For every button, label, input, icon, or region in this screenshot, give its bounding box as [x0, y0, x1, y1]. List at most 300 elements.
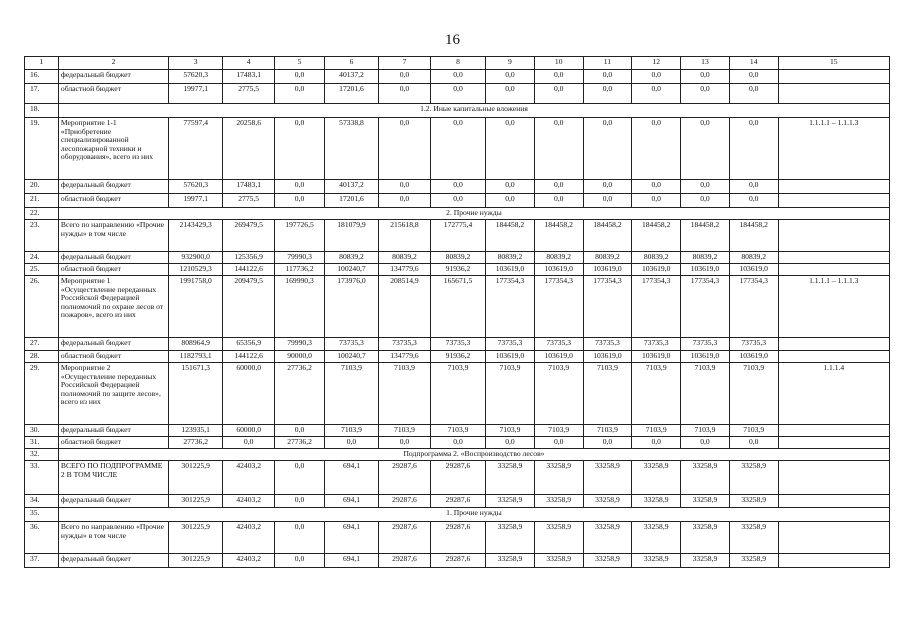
value-cell: 29287,6	[430, 554, 485, 568]
value-cell: 134779,6	[379, 264, 431, 276]
value-cell: 80839,2	[430, 252, 485, 264]
value-cell: 0,0	[632, 70, 681, 84]
value-cell: 177354,3	[632, 276, 681, 338]
value-cell: 27736,2	[275, 363, 325, 425]
value-cell: 29287,6	[430, 461, 485, 495]
value-cell: 7103,9	[430, 425, 485, 437]
value-cell: 0,0	[275, 118, 325, 180]
table-row	[25, 351, 890, 363]
value-cell: 40137,2	[324, 180, 378, 194]
value-cell: 0,0	[632, 84, 681, 104]
value-cell: 29287,6	[379, 522, 431, 554]
value-cell: 301225,9	[169, 495, 223, 508]
value-cell: 0,0	[275, 84, 325, 104]
table-row	[25, 554, 890, 568]
value-cell: 33258,9	[632, 495, 681, 508]
value-cell: 33258,9	[729, 522, 778, 554]
row-name: областной бюджет	[58, 194, 168, 208]
row-number: 18.	[25, 104, 59, 118]
value-cell: 2143429,3	[169, 220, 223, 252]
value-cell: 60000,0	[223, 363, 275, 425]
value-cell: 0,0	[729, 180, 778, 194]
value-cell: 103619,0	[583, 264, 632, 276]
value-cell: 301225,9	[169, 522, 223, 554]
value-cell: 33258,9	[632, 554, 681, 568]
value-cell: 33258,9	[681, 554, 730, 568]
indicator-ref	[778, 351, 889, 363]
value-cell: 173976,0	[324, 276, 378, 338]
value-cell: 73735,3	[632, 338, 681, 351]
value-cell: 0,0	[583, 180, 632, 194]
value-cell: 100240,7	[324, 264, 378, 276]
value-cell: 0,0	[534, 180, 583, 194]
column-header: 8	[430, 57, 485, 70]
value-cell: 209479,5	[223, 276, 275, 338]
value-cell: 184458,2	[632, 220, 681, 252]
value-cell: 177354,3	[486, 276, 535, 338]
table-row	[25, 338, 890, 351]
budget-table	[24, 56, 890, 568]
value-cell: 184458,2	[583, 220, 632, 252]
row-name: Мероприятие 2 «Осуществление переданных Российской Федерацией полномочий по защите лесов», всего из них	[58, 363, 168, 425]
indicator-ref	[778, 194, 889, 208]
value-cell: 73735,3	[681, 338, 730, 351]
row-number: 29.	[25, 363, 59, 425]
value-cell: 33258,9	[681, 522, 730, 554]
indicator-ref	[778, 220, 889, 252]
value-cell: 0,0	[729, 118, 778, 180]
value-cell: 7103,9	[583, 363, 632, 425]
indicator-ref	[778, 437, 889, 449]
value-cell: 7103,9	[379, 363, 431, 425]
indicator-ref	[778, 338, 889, 351]
table-row	[25, 84, 890, 104]
value-cell: 0,0	[275, 70, 325, 84]
value-cell: 73735,3	[729, 338, 778, 351]
value-cell: 0,0	[632, 437, 681, 449]
value-cell: 33258,9	[729, 461, 778, 495]
indicator-ref: 1.1.1.4	[778, 363, 889, 425]
column-header: 2	[58, 57, 168, 70]
indicator-ref	[778, 461, 889, 495]
value-cell: 7103,9	[324, 363, 378, 425]
value-cell: 694,1	[324, 461, 378, 495]
value-cell: 301225,9	[169, 554, 223, 568]
value-cell: 7103,9	[534, 363, 583, 425]
value-cell: 27736,2	[275, 437, 325, 449]
row-name: областной бюджет	[58, 437, 168, 449]
indicator-ref	[778, 180, 889, 194]
value-cell: 0,0	[486, 180, 535, 194]
value-cell: 0,0	[583, 84, 632, 104]
value-cell: 144122,6	[223, 264, 275, 276]
value-cell: 90000,0	[275, 351, 325, 363]
value-cell: 17201,6	[324, 194, 378, 208]
value-cell: 181079,9	[324, 220, 378, 252]
value-cell: 91936,2	[430, 264, 485, 276]
value-cell: 29287,6	[430, 495, 485, 508]
column-header: 5	[275, 57, 325, 70]
value-cell: 80839,2	[486, 252, 535, 264]
value-cell: 79990,3	[275, 338, 325, 351]
value-cell: 0,0	[430, 70, 485, 84]
value-cell: 33258,9	[729, 495, 778, 508]
value-cell: 808964,9	[169, 338, 223, 351]
section-title: 1.2. Иные капитальные вложения	[58, 104, 889, 118]
value-cell: 7103,9	[681, 363, 730, 425]
column-header: 4	[223, 57, 275, 70]
value-cell: 0,0	[324, 437, 378, 449]
value-cell: 0,0	[379, 70, 431, 84]
value-cell: 29287,6	[379, 495, 431, 508]
section-title: Подпрограмма 2. «Воспроизводство лесов»	[58, 449, 889, 461]
table-row	[25, 461, 890, 495]
table-row	[25, 194, 890, 208]
value-cell: 0,0	[534, 437, 583, 449]
value-cell: 0,0	[729, 437, 778, 449]
value-cell: 80839,2	[534, 252, 583, 264]
value-cell: 0,0	[379, 84, 431, 104]
value-cell: 0,0	[275, 461, 325, 495]
value-cell: 42403,2	[223, 522, 275, 554]
value-cell: 0,0	[681, 437, 730, 449]
value-cell: 65356,9	[223, 338, 275, 351]
value-cell: 7103,9	[324, 425, 378, 437]
value-cell: 33258,9	[729, 554, 778, 568]
value-cell: 7103,9	[430, 363, 485, 425]
value-cell: 0,0	[486, 84, 535, 104]
value-cell: 33258,9	[583, 461, 632, 495]
value-cell: 33258,9	[583, 554, 632, 568]
value-cell: 33258,9	[534, 522, 583, 554]
value-cell: 80839,2	[583, 252, 632, 264]
column-header: 9	[486, 57, 535, 70]
value-cell: 215618,8	[379, 220, 431, 252]
value-cell: 165671,5	[430, 276, 485, 338]
value-cell: 0,0	[275, 522, 325, 554]
value-cell: 79990,3	[275, 252, 325, 264]
value-cell: 0,0	[729, 194, 778, 208]
value-cell: 2775,5	[223, 194, 275, 208]
value-cell: 0,0	[275, 180, 325, 194]
value-cell: 73735,3	[534, 338, 583, 351]
value-cell: 0,0	[632, 180, 681, 194]
value-cell: 17483,1	[223, 70, 275, 84]
section-title: 2. Прочие нужды	[58, 208, 889, 220]
section-row	[25, 449, 890, 461]
value-cell: 73735,3	[583, 338, 632, 351]
column-header: 6	[324, 57, 378, 70]
value-cell: 117736,2	[275, 264, 325, 276]
row-name: Всего по направлению «Прочие нужды» в том числе	[58, 522, 168, 554]
row-number: 33.	[25, 461, 59, 495]
value-cell: 73735,3	[430, 338, 485, 351]
value-cell: 1210529,3	[169, 264, 223, 276]
value-cell: 184458,2	[486, 220, 535, 252]
indicator-ref	[778, 252, 889, 264]
table-row	[25, 276, 890, 338]
value-cell: 33258,9	[632, 522, 681, 554]
value-cell: 7103,9	[379, 425, 431, 437]
row-name: Мероприятие 1 «Осуществление переданных Российской Федерацией полномочий по охране лесов от пожаров», всего из них	[58, 276, 168, 338]
value-cell: 33258,9	[534, 461, 583, 495]
value-cell: 0,0	[275, 495, 325, 508]
value-cell: 103619,0	[632, 351, 681, 363]
value-cell: 33258,9	[681, 461, 730, 495]
row-number: 22.	[25, 208, 59, 220]
column-header: 15	[778, 57, 889, 70]
value-cell: 103619,0	[729, 351, 778, 363]
row-name: областной бюджет	[58, 264, 168, 276]
value-cell: 123935,1	[169, 425, 223, 437]
row-number: 28.	[25, 351, 59, 363]
value-cell: 184458,2	[681, 220, 730, 252]
value-cell: 932900,0	[169, 252, 223, 264]
value-cell: 60000,0	[223, 425, 275, 437]
value-cell: 197726,5	[275, 220, 325, 252]
value-cell: 7103,9	[729, 363, 778, 425]
row-number: 27.	[25, 338, 59, 351]
value-cell: 0,0	[379, 437, 431, 449]
value-cell: 103619,0	[486, 351, 535, 363]
section-title: 1. Прочие нужды	[58, 508, 889, 522]
value-cell: 0,0	[583, 437, 632, 449]
row-number: 24.	[25, 252, 59, 264]
value-cell: 7103,9	[534, 425, 583, 437]
row-name: Всего по направлению «Прочие нужды» в том числе	[58, 220, 168, 252]
column-header: 13	[681, 57, 730, 70]
value-cell: 134779,6	[379, 351, 431, 363]
row-number: 35.	[25, 508, 59, 522]
value-cell: 0,0	[681, 84, 730, 104]
value-cell: 7103,9	[486, 425, 535, 437]
value-cell: 0,0	[681, 118, 730, 180]
row-name: федеральный бюджет	[58, 495, 168, 508]
table-row	[25, 522, 890, 554]
row-name: федеральный бюджет	[58, 70, 168, 84]
value-cell: 80839,2	[729, 252, 778, 264]
value-cell: 80839,2	[324, 252, 378, 264]
value-cell: 144122,6	[223, 351, 275, 363]
value-cell: 7103,9	[729, 425, 778, 437]
value-cell: 77597,4	[169, 118, 223, 180]
row-name: областной бюджет	[58, 351, 168, 363]
section-row	[25, 508, 890, 522]
value-cell: 0,0	[632, 118, 681, 180]
value-cell: 694,1	[324, 495, 378, 508]
section-row	[25, 104, 890, 118]
value-cell: 57620,3	[169, 180, 223, 194]
table-row	[25, 264, 890, 276]
column-header: 14	[729, 57, 778, 70]
value-cell: 151671,3	[169, 363, 223, 425]
value-cell: 0,0	[681, 180, 730, 194]
column-header: 1	[25, 57, 59, 70]
table-row	[25, 437, 890, 449]
page-number: 16	[445, 32, 460, 48]
value-cell: 0,0	[275, 194, 325, 208]
value-cell: 103619,0	[681, 264, 730, 276]
value-cell: 0,0	[632, 194, 681, 208]
value-cell: 0,0	[275, 554, 325, 568]
value-cell: 103619,0	[534, 264, 583, 276]
value-cell: 0,0	[681, 194, 730, 208]
value-cell: 29287,6	[430, 522, 485, 554]
row-number: 25.	[25, 264, 59, 276]
row-name: федеральный бюджет	[58, 252, 168, 264]
value-cell: 269479,5	[223, 220, 275, 252]
value-cell: 2775,5	[223, 84, 275, 104]
value-cell: 33258,9	[486, 495, 535, 508]
value-cell: 177354,3	[583, 276, 632, 338]
value-cell: 0,0	[583, 118, 632, 180]
table-row	[25, 220, 890, 252]
value-cell: 33258,9	[486, 554, 535, 568]
table-row	[25, 495, 890, 508]
value-cell: 177354,3	[681, 276, 730, 338]
value-cell: 0,0	[534, 84, 583, 104]
row-name: федеральный бюджет	[58, 554, 168, 568]
indicator-ref: 1.1.1.1 – 1.1.1.3	[778, 118, 889, 180]
row-name: федеральный бюджет	[58, 425, 168, 437]
value-cell: 177354,3	[534, 276, 583, 338]
value-cell: 20258,6	[223, 118, 275, 180]
value-cell: 57338,8	[324, 118, 378, 180]
value-cell: 33258,9	[534, 554, 583, 568]
row-number: 19.	[25, 118, 59, 180]
value-cell: 33258,9	[534, 495, 583, 508]
value-cell: 0,0	[430, 118, 485, 180]
value-cell: 0,0	[729, 70, 778, 84]
row-number: 21.	[25, 194, 59, 208]
row-number: 32.	[25, 449, 59, 461]
indicator-ref	[778, 554, 889, 568]
row-number: 17.	[25, 84, 59, 104]
value-cell: 17483,1	[223, 180, 275, 194]
row-name: Мероприятие 1-1 «Приобретение специализированной лесопожарной техники и оборудования», всего из них	[58, 118, 168, 180]
value-cell: 73735,3	[486, 338, 535, 351]
table-row	[25, 118, 890, 180]
value-cell: 42403,2	[223, 461, 275, 495]
indicator-ref	[778, 495, 889, 508]
value-cell: 0,0	[534, 118, 583, 180]
row-number: 23.	[25, 220, 59, 252]
section-row	[25, 208, 890, 220]
value-cell: 184458,2	[729, 220, 778, 252]
value-cell: 0,0	[486, 194, 535, 208]
value-cell: 0,0	[430, 194, 485, 208]
value-cell: 91936,2	[430, 351, 485, 363]
row-name: областной бюджет	[58, 84, 168, 104]
value-cell: 103619,0	[583, 351, 632, 363]
table-row	[25, 70, 890, 84]
value-cell: 33258,9	[632, 461, 681, 495]
column-header: 11	[583, 57, 632, 70]
value-cell: 19977,1	[169, 194, 223, 208]
value-cell: 0,0	[379, 180, 431, 194]
value-cell: 73735,3	[324, 338, 378, 351]
row-number: 16.	[25, 70, 59, 84]
indicator-ref: 1.1.1.1 – 1.1.1.3	[778, 276, 889, 338]
value-cell: 1182793,1	[169, 351, 223, 363]
value-cell: 33258,9	[486, 522, 535, 554]
value-cell: 184458,2	[534, 220, 583, 252]
table-row	[25, 425, 890, 437]
value-cell: 0,0	[534, 70, 583, 84]
value-cell: 7103,9	[486, 363, 535, 425]
value-cell: 694,1	[324, 554, 378, 568]
indicator-ref	[778, 70, 889, 84]
value-cell: 0,0	[486, 70, 535, 84]
value-cell: 40137,2	[324, 70, 378, 84]
value-cell: 0,0	[275, 425, 325, 437]
value-cell: 0,0	[486, 118, 535, 180]
value-cell: 80839,2	[632, 252, 681, 264]
value-cell: 0,0	[223, 437, 275, 449]
value-cell: 0,0	[379, 194, 431, 208]
value-cell: 73735,3	[379, 338, 431, 351]
row-name: федеральный бюджет	[58, 180, 168, 194]
indicator-ref	[778, 425, 889, 437]
row-number: 36.	[25, 522, 59, 554]
value-cell: 169990,3	[275, 276, 325, 338]
value-cell: 0,0	[583, 70, 632, 84]
value-cell: 33258,9	[486, 461, 535, 495]
row-number: 31.	[25, 437, 59, 449]
value-cell: 0,0	[379, 118, 431, 180]
row-number: 34.	[25, 495, 59, 508]
value-cell: 7103,9	[632, 363, 681, 425]
value-cell: 0,0	[430, 180, 485, 194]
table-row	[25, 363, 890, 425]
value-cell: 301225,9	[169, 461, 223, 495]
value-cell: 1991758,0	[169, 276, 223, 338]
table-header-row	[25, 57, 890, 70]
value-cell: 19977,1	[169, 84, 223, 104]
value-cell: 100240,7	[324, 351, 378, 363]
row-number: 30.	[25, 425, 59, 437]
indicator-ref	[778, 522, 889, 554]
value-cell: 177354,3	[729, 276, 778, 338]
table-row	[25, 252, 890, 264]
indicator-ref	[778, 84, 889, 104]
column-header: 7	[379, 57, 431, 70]
value-cell: 0,0	[430, 84, 485, 104]
value-cell: 7103,9	[632, 425, 681, 437]
row-number: 20.	[25, 180, 59, 194]
value-cell: 80839,2	[681, 252, 730, 264]
row-number: 37.	[25, 554, 59, 568]
value-cell: 42403,2	[223, 554, 275, 568]
value-cell: 103619,0	[729, 264, 778, 276]
column-header: 12	[632, 57, 681, 70]
value-cell: 17201,6	[324, 84, 378, 104]
value-cell: 0,0	[534, 194, 583, 208]
value-cell: 57620,3	[169, 70, 223, 84]
value-cell: 33258,9	[583, 495, 632, 508]
column-header: 3	[169, 57, 223, 70]
value-cell: 42403,2	[223, 495, 275, 508]
value-cell: 27736,2	[169, 437, 223, 449]
value-cell: 80839,2	[379, 252, 431, 264]
value-cell: 0,0	[681, 70, 730, 84]
value-cell: 0,0	[583, 194, 632, 208]
value-cell: 0,0	[729, 84, 778, 104]
value-cell: 7103,9	[681, 425, 730, 437]
row-number: 26.	[25, 276, 59, 338]
value-cell: 125356,9	[223, 252, 275, 264]
value-cell: 103619,0	[681, 351, 730, 363]
